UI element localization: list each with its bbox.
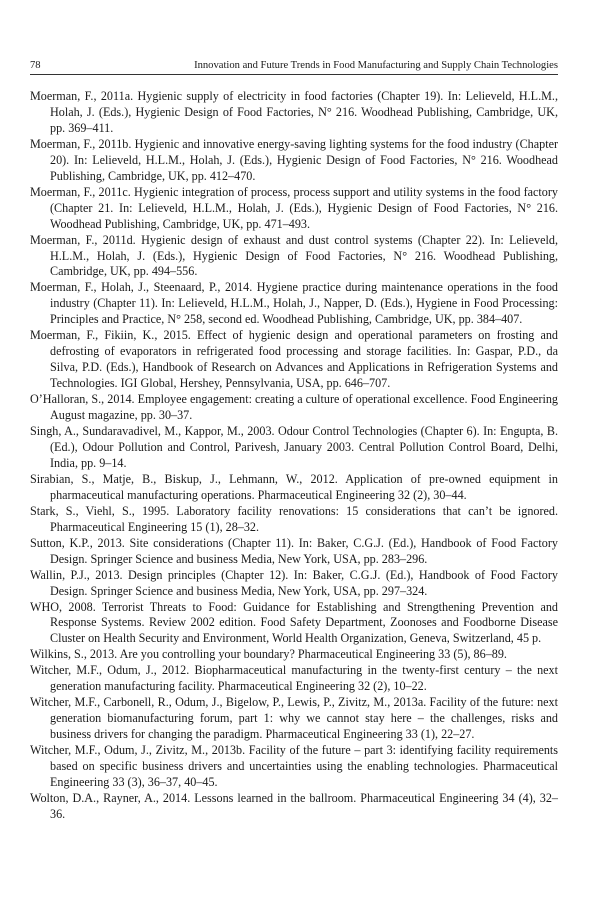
page-number: 78 [30, 60, 41, 71]
reference-entry: Moerman, F., 2011d. Hygienic design of exhaust and dust control systems (Chapter 22). In: Lelieveld, H.L.M., Holah, J. (Eds.), Hygienic Design of Food Factories, N° 216. Woodhead Publishing, Cambridge, UK, pp. 494–556. [30, 232, 558, 279]
reference-entry: WHO, 2008. Terrorist Threats to Food: Guidance for Establishing and Strengthening Prevention and Response Systems. Review 2002 edition. Food Safety Department, Zoonoses and Foodborne Disease Cluster on Health Security and Environment, World Health Organization, Geneva, Switzerland, 45 p. [30, 599, 558, 646]
reference-entry: Moerman, F., 2011c. Hygienic integration of process, process support and utility systems in the food factory (Chapter 21. In: Lelieveld, H.L.M., Holah, J. (Eds.), Hygienic Design of Food Factories, N° 216. Woodhead Publishing, Cambridge, UK, pp. 471–493. [30, 184, 558, 231]
reference-entry: Moerman, F., 2011a. Hygienic supply of electricity in food factories (Chapter 19). In: Lelieveld, H.L.M., Holah, J. (Eds.), Hygienic Design of Food Factories, N° 216. Woodhead Publishing, Cambridge, UK, pp. 369–411. [30, 89, 558, 135]
book-page [30, 0, 558, 900]
reference-entry: Wilkins, S., 2013. Are you controlling your boundary? Pharmaceutical Engineering 33 (5), 86–89. [30, 647, 507, 662]
reference-list [30, 89, 558, 823]
reference-entry: Singh, A., Sundaravadivel, M., Kappor, M., 2003. Odour Control Technologies (Chapter 6). In: Engupta, B. (Ed.), Odour Pollution and Control, Parivesh, January 2003. Central Pollution Control Board, Delhi, India, pp. 9–14. [30, 424, 558, 470]
reference-entry: Stark, S., Viehl, S., 1995. Laboratory facility renovations: 15 considerations that can’t be ignored. Pharmaceutical Engineering 15 (1), 28–32. [30, 503, 558, 534]
book-title: Innovation and Future Trends in Food Manufacturing and Supply Chain Technologies [194, 60, 558, 71]
reference-entry: Moerman, F., Holah, J., Steenaard, P., 2014. Hygiene practice during maintenance operations in the food industry (Chapter 11). In: Lelieveld, H.L.M., Holah, J., Napper, D. (Eds.), Hygiene in Food Processing: Principles and Practice, N° 258, second ed. Woodhead Publishing, Cambridge, UK, pp. 384–407. [30, 280, 558, 327]
reference-entry: Moerman, F., 2011b. Hygienic and innovative energy-saving lighting systems for the food industry (Chapter 20). In: Lelieveld, H.L.M., Holah, J. (Eds.), Hygienic Design of Food Factories, N° 216. Woodhead Publishing, Cambridge, UK, pp. 412–470. [30, 136, 558, 183]
reference-entry: Moerman, F., Fikiin, K., 2015. Effect of hygienic design and operational parameters on frosting and defrosting of evaporators in refrigerated food processing and storage facilities. In: Gaspar, P.D., da Silva, P.D. (Eds.), Handbook of Research on Advances and Applications in Refrigeration Systems and Technologies. IGI Global, Hershey, Pennsylvania, USA, pp. 646–707. [30, 328, 558, 391]
reference-entry: O’Halloran, S., 2014. Employee engagement: creating a culture of operational excellence. Food Engineering August magazine, pp. 30–37. [30, 392, 558, 423]
reference-entry: Wallin, P.J., 2013. Design principles (Chapter 12). In: Baker, C.G.J. (Ed.), Handbook of Food Factory Design. Springer Science and business Media, New York, USA, pp. 297–324. [30, 567, 558, 598]
reference-entry: Witcher, M.F., Odum, J., 2012. Biopharmaceutical manufacturing in the twenty-first century – the next generation manufacturing facility. Pharmaceutical Engineering 32 (2), 10–22. [30, 663, 558, 694]
running-head [30, 58, 558, 75]
reference-entry: Sutton, K.P., 2013. Site considerations (Chapter 11). In: Baker, C.G.J. (Ed.), Handbook of Food Factory Design. Springer Science and business Media, New York, USA, pp. 283–296. [30, 535, 558, 566]
reference-entry: Witcher, M.F., Odum, J., Zivitz, M., 2013b. Facility of the future – part 3: identifying facility requirements based on specific business drivers and uncertainties using the enabling technologies. Pharmaceutical Engineering 33 (3), 36–37, 40–45. [30, 743, 558, 789]
reference-entry: Witcher, M.F., Carbonell, R., Odum, J., Bigelow, P., Lewis, P., Zivitz, M., 2013a. Facility of the future: next generation biomanufacturing forum, part 1: why we cannot stay here – the challenges, risks and business drivers for changing the paradigm. Pharmaceutical Engineering 33 (1), 22–27. [30, 695, 558, 742]
reference-entry: Wolton, D.A., Rayner, A., 2014. Lessons learned in the ballroom. Pharmaceutical Engineering 34 (4), 32–36. [30, 790, 558, 821]
reference-entry: Sirabian, S., Matje, B., Biskup, J., Lehmann, W., 2012. Application of pre-owned equipment in pharmaceutical manufacturing operations. Pharmaceutical Engineering 32 (2), 30–44. [30, 471, 558, 502]
